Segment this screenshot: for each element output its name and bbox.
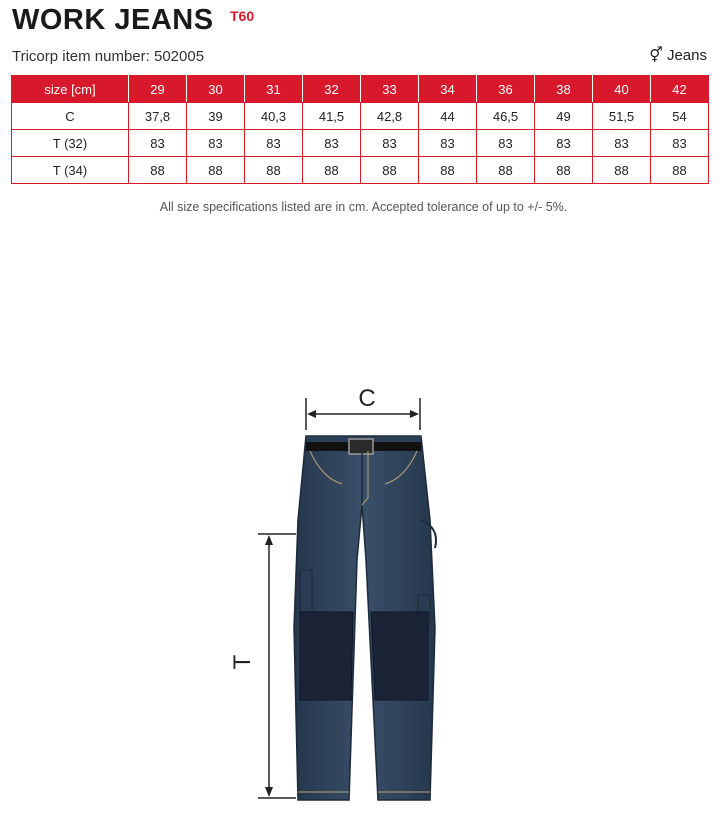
table-cell: 83: [245, 130, 303, 157]
size-header-cell: 38: [535, 76, 593, 103]
table-cell: 88: [361, 157, 419, 184]
table-cell: 40,3: [245, 103, 303, 130]
table-cell: 42,8: [361, 103, 419, 130]
table-cell: 83: [129, 130, 187, 157]
table-cell: 83: [593, 130, 651, 157]
length-dimension: [229, 534, 296, 798]
table-cell: 88: [187, 157, 245, 184]
row-label: T (34): [12, 157, 129, 184]
table-cell: 88: [535, 157, 593, 184]
width-label: C: [358, 385, 376, 412]
size-header-cell: 42: [651, 76, 709, 103]
size-header-cell: 34: [419, 76, 477, 103]
table-cell: 44: [419, 103, 477, 130]
table-cell: 88: [477, 157, 535, 184]
size-header-cell: 36: [477, 76, 535, 103]
table-cell: 83: [187, 130, 245, 157]
table-cell: 88: [303, 157, 361, 184]
table-cell: 88: [245, 157, 303, 184]
table-cell: 83: [361, 130, 419, 157]
width-dimension: [306, 385, 420, 430]
table-cell: 88: [419, 157, 477, 184]
size-header-cell: 33: [361, 76, 419, 103]
unisex-icon: ⚥: [649, 47, 663, 64]
tolerance-note: All size specifications listed are in cm. Accepted tolerance of up to +/- 5%.: [159, 200, 568, 214]
category-label: Jeans: [666, 47, 707, 64]
size-header-label: size [cm]: [12, 76, 129, 103]
size-header-cell: 30: [187, 76, 245, 103]
table-cell: 49: [535, 103, 593, 130]
table-cell: 41,5: [303, 103, 361, 130]
table-cell: 54: [651, 103, 709, 130]
item-number: Tricorp item number: 502005: [12, 48, 205, 65]
table-cell: 46,5: [477, 103, 535, 130]
table-cell: 39: [187, 103, 245, 130]
size-header-cell: 29: [129, 76, 187, 103]
table-cell: 88: [129, 157, 187, 184]
row-label: T (32): [12, 130, 129, 157]
table-cell: 83: [419, 130, 477, 157]
table-cell: 83: [303, 130, 361, 157]
size-header-cell: 40: [593, 76, 651, 103]
table-cell: 37,8: [129, 103, 187, 130]
page-title: WORK JEANS: [12, 4, 214, 36]
size-header-cell: 31: [245, 76, 303, 103]
row-label: C: [12, 103, 129, 130]
table-cell: 83: [477, 130, 535, 157]
table-cell: 88: [651, 157, 709, 184]
table-cell: 88: [593, 157, 651, 184]
length-label: T: [229, 654, 256, 670]
product-code: T60: [230, 8, 255, 24]
table-cell: 51,5: [593, 103, 651, 130]
size-header-cell: 32: [303, 76, 361, 103]
table-cell: 83: [535, 130, 593, 157]
jeans-illustration: [294, 436, 436, 800]
table-cell: 83: [651, 130, 709, 157]
